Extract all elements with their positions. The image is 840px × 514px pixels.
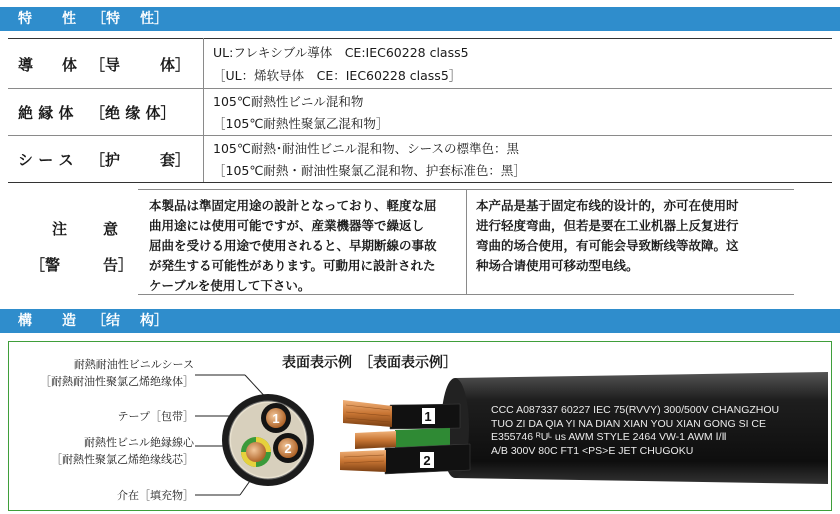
caution-line: 曲用途には使用可能ですが、産業機器等で繰返し xyxy=(149,218,425,233)
caution-line: が発生する可能性があります。可動用に設計された xyxy=(149,258,436,273)
conductor-spec-jp: UL:フレキシブル導体 CE:IEC60228 class5 xyxy=(213,45,469,60)
label-char: ［警 xyxy=(30,256,61,274)
section-header-char: 特 xyxy=(18,11,32,27)
label-char: 告］ xyxy=(103,256,134,274)
caution-line: 种场合请使用可移动型电线。 xyxy=(476,258,639,273)
legend-text: ［耐熱性聚氯乙烯绝缘线芯］ xyxy=(51,453,194,466)
legend-text: 耐熱性ビニル絶縁線心 xyxy=(84,436,194,449)
label-text: ［绝 缘 体］ xyxy=(90,104,176,122)
section-header-char: 性］ xyxy=(140,11,168,27)
label-char: 体 xyxy=(62,56,78,74)
insulation-spec-cn: ［105℃耐熱性聚氯乙混和物］ xyxy=(213,116,389,131)
label-char: 体］ xyxy=(160,56,191,74)
side-core-number-1: 1 xyxy=(424,409,432,424)
legend-text: 耐熱耐油性ビニルシース xyxy=(73,358,194,371)
cable-cross-section xyxy=(222,394,314,486)
section-header-char: 造 xyxy=(62,313,76,329)
figure-title: 表面表示例 ［表面表示例］ xyxy=(282,355,457,371)
caution-line: 本产品是基于固定布线的设计的，亦可在使用时 xyxy=(476,198,739,213)
core-number-1: 1 xyxy=(272,411,280,426)
label-char: 套］ xyxy=(160,151,191,169)
caution-line: 屈曲を受ける用途で使用されると、早期断線の事故 xyxy=(149,238,437,253)
cable-surface-printing xyxy=(491,404,779,458)
label-char: 注 xyxy=(52,220,68,238)
section-header-char: 性 xyxy=(62,11,76,27)
print-line: A/B 300V 80C FT1 <PS>E JET CHUGOKU xyxy=(491,444,694,457)
caution-line: ケーブルを使用して下さい。 xyxy=(149,278,311,293)
sheath-spec-cn: ［105℃耐熱・耐油性聚氯乙混和物、护套标准色：黑］ xyxy=(213,163,526,178)
label-text: 絶 縁 体 xyxy=(18,104,74,122)
print-line: CCC A087337 60227 IEC 75(RVVY) 300/500V CHANGZHOU xyxy=(491,404,780,416)
insulation-spec-jp: 105℃耐熱性ビニル混和物 xyxy=(213,94,364,109)
section-header-char: ［特 xyxy=(92,11,120,27)
section-header-char: 構 xyxy=(18,313,32,329)
label-char: ［导 xyxy=(90,56,121,74)
label-char: ［护 xyxy=(90,151,121,169)
legend-filler: 介在［填充物］ xyxy=(117,489,194,502)
legend-text: ［耐熱耐油性聚氯乙烯绝缘体］ xyxy=(40,375,194,388)
caution-line: 弯曲的场合使用，有可能会导致断线等故障。这 xyxy=(476,238,739,253)
caution-line: 本製品は準固定用途の設計となっており、軽度な屈 xyxy=(149,198,437,213)
section-header-char: 构］ xyxy=(140,313,168,329)
caution-line: 进行轻度弯曲，但若是要在工业机器上反复进行 xyxy=(476,218,739,233)
side-core-number-2: 2 xyxy=(423,453,431,468)
label-text: シ ー ス xyxy=(18,151,74,169)
label-char: 導 xyxy=(18,56,34,74)
sheath-spec-jp: 105℃耐熱･耐油性ビニル混和物、シースの標準色：黒 xyxy=(213,141,520,156)
legend-tape: テープ［包带］ xyxy=(117,410,194,423)
core-number-2: 2 xyxy=(284,441,292,456)
label-char: 意 xyxy=(103,220,119,238)
print-line: TUO ZI DA QIA YI NA DIAN XIAN YOU XIAN GONG SI CE xyxy=(491,417,767,430)
print-line: E355746 ᴿUᴸ us AWM STYLE 2464 VW-1 AWM Ⅰ/Ⅱ xyxy=(491,431,727,443)
section-header-char: ［结 xyxy=(92,313,120,329)
conductor-spec-cn: ［UL：烯软导体 CE：IEC60228 class5］ xyxy=(213,68,462,83)
